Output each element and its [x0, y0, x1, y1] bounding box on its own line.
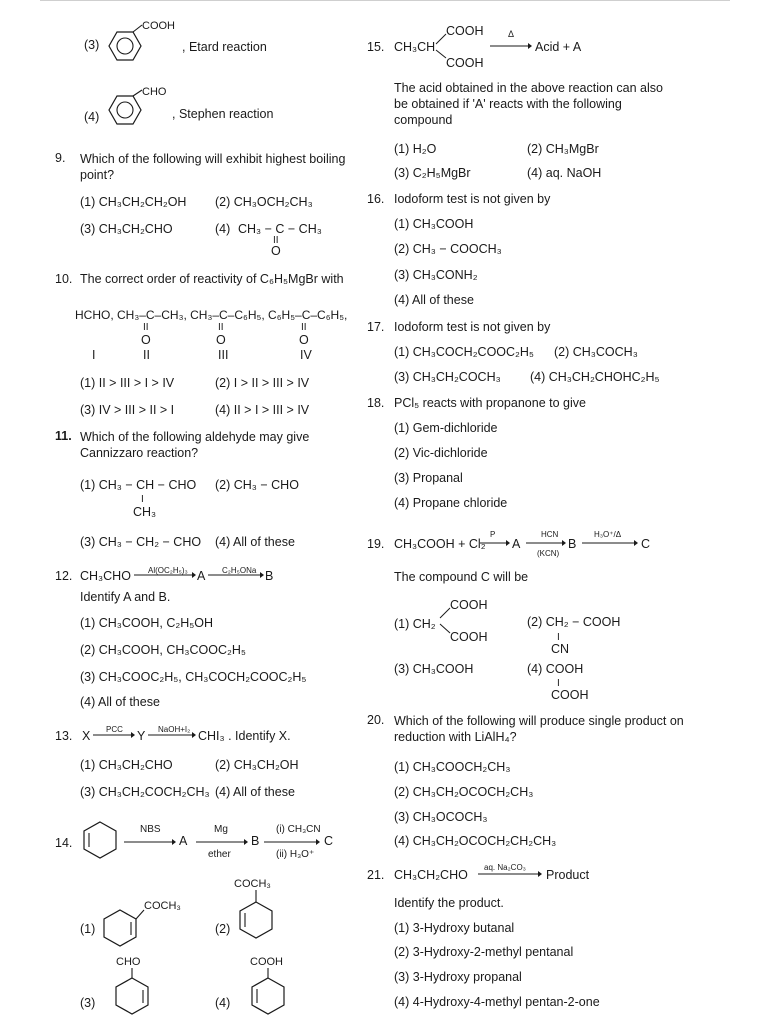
- q13-x: X: [82, 729, 91, 743]
- q14-option-1-structure: [100, 896, 190, 950]
- prev-option-3-text: , Etard reaction: [182, 40, 267, 54]
- q17-option-2: (2) CH₃COCH₃: [554, 345, 638, 359]
- q19-option-1-group-2: COOH: [450, 630, 488, 644]
- q20-option-3: (3) CH₃OCOCH₃: [394, 810, 488, 824]
- q19-option-3: (3) CH₃COOH: [394, 662, 474, 676]
- q13-number: 13.: [55, 729, 73, 743]
- single-bond-mark: I: [557, 678, 560, 689]
- q19-option-4: (4) COOH: [527, 662, 584, 676]
- q14-option-3-label: (3): [80, 996, 96, 1010]
- q21-number: 21.: [367, 868, 385, 882]
- q14-reagent-3-bottom: (ii) H₃O⁺: [276, 849, 315, 860]
- reaction-arrow: [196, 837, 248, 847]
- q19-reactant: CH₃COOH + Cl₂: [394, 537, 486, 551]
- q21-option-2: (2) 3-Hydroxy-2-methyl pentanal: [394, 945, 574, 959]
- q14-reagent-2-bottom: ether: [208, 849, 231, 860]
- q18-option-4: (4) Propane chloride: [394, 496, 508, 510]
- q14-option-3-structure: [112, 954, 172, 1020]
- reaction-arrow: [134, 570, 196, 580]
- q16-option-2: (2) CH₃ − COOCH₃: [394, 242, 502, 256]
- q14-number: 14.: [55, 836, 73, 850]
- q20-option-4: (4) CH₃CH₂OCOCH₂CH₂CH₃: [394, 834, 557, 848]
- q9-option-4-oxygen: O: [271, 244, 281, 258]
- q9-option-4-label: (4): [215, 222, 231, 236]
- q19-reagent-3: H₃O⁺/Δ: [594, 530, 622, 539]
- reaction-arrow: [208, 570, 264, 580]
- q10-roman-1: I: [92, 348, 96, 362]
- q18-option-3: (3) Propanal: [394, 471, 463, 485]
- prev-option-3-label: (3): [84, 38, 100, 52]
- prev-option-4-label: (4): [84, 110, 100, 124]
- q14-option-4-label: (4): [215, 996, 231, 1010]
- q16-option-1: (1) CH₃COOH: [394, 217, 474, 231]
- q10-option-1: (1) II > III > I > IV: [80, 376, 175, 390]
- q21-reagent: aq. Na₂CO₃: [484, 863, 526, 872]
- q14-option-2-label: (2): [215, 922, 231, 936]
- q9-number: 9.: [55, 151, 66, 165]
- q17-option-3: (3) CH₃CH₂COCH₃: [394, 370, 501, 384]
- q20-option-1: (1) CH₃COOCH₂CH₃: [394, 760, 511, 774]
- double-bond-mark: II: [143, 322, 149, 333]
- q18-option-1: (1) Gem-dichloride: [394, 421, 498, 435]
- q12-stem: Identify A and B.: [80, 590, 171, 604]
- q9-option-2: (2) CH₃OCH₂CH₃: [215, 195, 313, 209]
- prev-option-4-text: , Stephen reaction: [172, 107, 274, 121]
- q12-option-2: (2) CH₃COOH, CH₃COOC₂H₅: [80, 643, 246, 657]
- q21-option-1: (1) 3-Hydroxy butanal: [394, 921, 515, 935]
- q12-intermediate: A: [197, 569, 206, 583]
- q14-option-1-label: (1): [80, 922, 96, 936]
- q12-option-3: (3) CH₃COOC₂H₅, CH₃COCH₂COOC₂H₅: [80, 670, 307, 684]
- q14-a: A: [179, 834, 188, 848]
- q10-oxygen-4: O: [299, 333, 309, 347]
- double-bond-mark: II: [301, 322, 307, 333]
- q10-stem: The correct order of reactivity of C₆H₅MgBr with: [80, 272, 344, 286]
- svg-text:COOH: COOH: [250, 956, 283, 968]
- q9-stem: Which of the following will exhibit highest boiling point?: [80, 152, 346, 182]
- q21-stem: Identify the product.: [394, 896, 504, 910]
- q15-stem: The acid obtained in the above reaction can also be obtained if 'A' reacts with the following compound: [394, 81, 663, 127]
- svg-text:COCH₃: COCH₃: [144, 900, 181, 912]
- q14-reagent-2-top: Mg: [214, 824, 228, 835]
- q11-option-3: (3) CH₃ − CH₂ − CHO: [80, 535, 202, 549]
- reaction-arrow: [264, 837, 320, 847]
- benzene-cho-group: CHO: [142, 86, 167, 98]
- q15-reactant: CH₃CH: [394, 40, 436, 54]
- q15-option-3: (3) C₂H₅MgBr: [394, 166, 471, 180]
- q16-option-4: (4) All of these: [394, 293, 474, 307]
- q15-condition: Δ: [508, 29, 515, 39]
- q11-option-2: (2) CH₃ − CHO: [215, 478, 299, 492]
- q20-option-2: (2) CH₃CH₂OCOCH₂CH₃: [394, 785, 534, 799]
- q11-number: 11.: [55, 429, 72, 443]
- q19-reagent-2-top: HCN: [541, 530, 559, 539]
- q17-option-4: (4) CH₃CH₂CHOHC₂H₅: [530, 370, 660, 384]
- q9-option-3: (3) CH₃CH₂CHO: [80, 222, 173, 236]
- q18-stem: PCl₅ reacts with propanone to give: [394, 396, 586, 410]
- q10-number: 10.: [55, 272, 73, 286]
- q21-option-4: (4) 4-Hydroxy-4-methyl pentan-2-one: [394, 995, 600, 1009]
- q19-reagent-1: P: [490, 530, 496, 539]
- q10-option-3: (3) IV > III > II > I: [80, 403, 175, 417]
- q10-compounds: HCHO, CH₃–C–CH₃, CH₃–C–C₆H₅, C₆H₅–C–C₆H₅,: [75, 308, 348, 322]
- q10-option-2: (2) I > II > III > IV: [215, 376, 310, 390]
- q17-option-1: (1) CH₃COCH₂COOC₂H₅: [394, 345, 534, 359]
- q11-stem: Which of the following aldehyde may give Cannizzaro reaction?: [80, 430, 310, 460]
- q10-oxygen-3: O: [216, 333, 226, 347]
- single-bond-mark: I: [557, 632, 560, 643]
- q15-product: Acid + A: [535, 40, 582, 54]
- q12-reagent-2: C₂H₅ONa: [222, 566, 257, 575]
- reaction-arrow: [478, 869, 542, 879]
- single-bond-mark: I: [141, 494, 144, 505]
- q15-option-2: (2) CH₃MgBr: [527, 142, 599, 156]
- q11-option-1-substituent: CH₃: [133, 505, 157, 519]
- q21-product: Product: [546, 868, 590, 882]
- top-rule: [40, 0, 730, 1]
- reaction-arrow: [490, 41, 532, 51]
- q12-number: 12.: [55, 569, 73, 583]
- q12-reagent-1: Al(OC₂H₅)₃: [148, 566, 188, 575]
- q13-y: Y: [137, 729, 146, 743]
- q15-group-2: COOH: [446, 56, 484, 70]
- q17-stem: Iodoform test is not given by: [394, 320, 551, 334]
- q19-option-2-substituent: CN: [551, 642, 570, 656]
- q15-group-1: COOH: [446, 24, 484, 38]
- q19-stem: The compound C will be: [394, 570, 529, 584]
- q15-option-4: (4) aq. NaOH: [527, 166, 602, 180]
- q14-reagent-3-top: (i) CH₃CN: [276, 824, 321, 835]
- q19-option-2: (2) CH₂ − COOH: [527, 615, 621, 629]
- q13-option-1: (1) CH₃CH₂CHO: [80, 758, 173, 772]
- q14-b: B: [251, 834, 260, 848]
- svg-text:CHO: CHO: [116, 956, 141, 968]
- q13-reagent-2: NaOH+I₂: [158, 725, 191, 734]
- q19-number: 19.: [367, 537, 385, 551]
- q21-reactant: CH₃CH₂CHO: [394, 868, 468, 882]
- reaction-arrow: [148, 730, 196, 740]
- q14-option-4-structure: [248, 954, 308, 1020]
- q15-option-1: (1) H₂O: [394, 142, 437, 156]
- reaction-arrow: [582, 538, 638, 548]
- q19-option-1-group-1: COOH: [450, 598, 488, 612]
- q9-option-1: (1) CH₃CH₂CH₂OH: [80, 195, 187, 209]
- q13-option-4: (4) All of these: [215, 785, 295, 799]
- q15-number: 15.: [367, 40, 385, 54]
- svg-text:COCH₃: COCH₃: [234, 878, 271, 890]
- q19-b: B: [568, 537, 577, 551]
- q13-reagent-1: PCC: [106, 725, 123, 734]
- q16-option-3: (3) CH₃CONH₂: [394, 268, 478, 282]
- q14-option-2-structure: [234, 876, 294, 946]
- q14-c: C: [324, 834, 334, 848]
- q19-a: A: [512, 537, 521, 551]
- q12-option-1: (1) CH₃COOH, C₂H₅OH: [80, 616, 214, 630]
- q10-roman-4: IV: [300, 348, 312, 362]
- q11-option-4: (4) All of these: [215, 535, 295, 549]
- q10-option-4: (4) II > I > III > IV: [215, 403, 310, 417]
- q20-number: 20.: [367, 713, 385, 727]
- q18-number: 18.: [367, 396, 385, 410]
- q13-option-3: (3) CH₃CH₂COCH₂CH₃: [80, 785, 210, 799]
- benzene-cooh-group: COOH: [142, 20, 175, 32]
- q19-option-1: (1) CH₂: [394, 617, 436, 631]
- q17-number: 17.: [367, 320, 385, 334]
- q19-c: C: [641, 537, 651, 551]
- q13-product: CHI₃ . Identify X.: [198, 729, 291, 743]
- q14-reagent-1: NBS: [140, 824, 161, 835]
- q10-roman-2: II: [143, 348, 150, 362]
- benzene-cooh-structure: [100, 22, 190, 68]
- q9-option-4-formula: CH₃ − C − CH₃: [238, 222, 322, 236]
- q10-roman-3: III: [218, 348, 229, 362]
- q11-option-1: (1) CH₃ − CH − CHO: [80, 478, 197, 492]
- q16-stem: Iodoform test is not given by: [394, 192, 551, 206]
- cyclohexene-structure: [80, 818, 120, 862]
- q19-option-4-substituent: COOH: [551, 688, 589, 702]
- double-bond-mark: II: [218, 322, 224, 333]
- double-bond-mark: II: [273, 235, 279, 246]
- q13-option-2: (2) CH₃CH₂OH: [215, 758, 299, 772]
- q12-option-4: (4) All of these: [80, 695, 160, 709]
- q19-reagent-2-bottom: (KCN): [537, 549, 560, 558]
- q16-number: 16.: [367, 192, 385, 206]
- q12-reactant: CH₃CHO: [80, 569, 131, 583]
- q12-product: B: [265, 569, 274, 583]
- q10-oxygen-2: O: [141, 333, 151, 347]
- q18-option-2: (2) Vic-dichloride: [394, 446, 488, 460]
- reaction-arrow: [93, 730, 135, 740]
- q21-option-3: (3) 3-Hydroxy propanal: [394, 970, 522, 984]
- reaction-arrow: [480, 538, 510, 548]
- reaction-arrow: [124, 837, 176, 847]
- q20-stem: Which of the following will produce single product on reduction with LiAlH₄?: [394, 714, 684, 744]
